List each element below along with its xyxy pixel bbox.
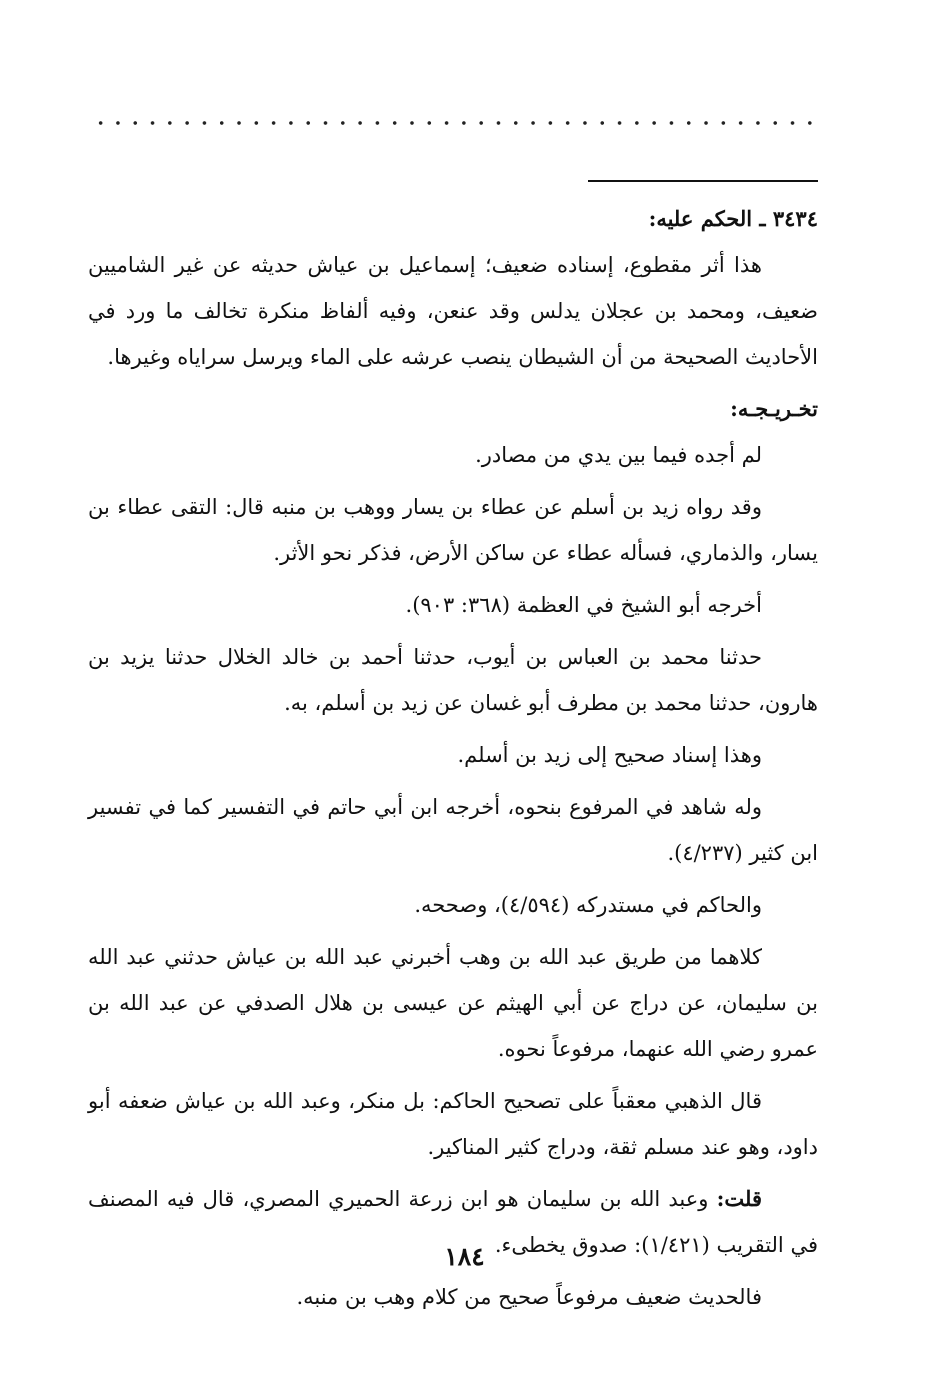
dotted-separator (92, 118, 818, 128)
section-number: ٣٤٣٤ (772, 206, 818, 231)
takhrij-paragraph-1: لم أجده فيما بين يدي من مصادر. (475, 443, 762, 467)
takhrij-paragraph-4: حدثنا محمد بن العباس بن أيوب، حدثنا أحمد بن خالد الخلال حدثنا يزيد بن هارون، حدثنا محمد بن مطرف أبو غسان عن زيد بن أسلم، به. (88, 645, 818, 715)
takhrij-heading: تخـريـجـه: (730, 396, 818, 421)
page-number: ١٨٤ (444, 1242, 485, 1271)
takhrij-paragraph-7: والحاكم في مستدركه (٤/٥٩٤)، وصححه. (414, 893, 762, 917)
footnote-rule (588, 180, 818, 182)
qultu-label: قلت: (716, 1186, 762, 1211)
section-title: الحكم عليه: (648, 206, 753, 231)
takhrij-paragraph-3: أخرجه أبو الشيخ في العظمة (٣٦٨: ٩٠٣). (405, 593, 762, 617)
takhrij-paragraph-8: كلاهما من طريق عبد الله بن وهب أخبرني عبد الله بن عياش حدثني عبد الله بن سليمان، عن دراج عن أبي الهيثم عن عيسى بن هلال الصدفي عن عبد الله بن عمرو رضي الله عنهما، مرفوعاً نحوه. (88, 945, 818, 1061)
takhrij-paragraph-5: وهذا إسناد صحيح إلى زيد بن أسلم. (457, 743, 762, 767)
page-content (88, 196, 818, 1326)
conclusion-paragraph: فالحديث ضعيف مرفوعاً صحيح من كلام وهب بن منبه. (296, 1285, 762, 1309)
takhrij-paragraph-2: وقد رواه زيد بن أسلم عن عطاء بن يسار ووهب بن منبه قال: التقى عطاء بن يسار، والذماري، فسأله عطاء عن ساكن الأرض، فذكر نحو الأثر. (88, 495, 818, 565)
takhrij-paragraph-6: وله شاهد في المرفوع بنحوه، أخرجه ابن أبي حاتم في التفسير كما في تفسير ابن كثير (٤/٢٣٧). (88, 795, 818, 865)
section-heading (88, 196, 818, 242)
ruling-paragraph: هذا أثر مقطوع، إسناده ضعيف؛ إسماعيل بن عياش حديثه عن غير الشاميين ضعيف، ومحمد بن عجلان يدلس وقد عنعن، وفيه ألفاظ منكرة تخالف ما ورد في الأحاديث الصحيحة من أن الشيطان ينصب عرشه على الماء ويرسل سراياه وغيرها. (88, 253, 818, 369)
section-dash: ـ (759, 206, 766, 231)
takhrij-paragraph-9: قال الذهبي معقباً على تصحيح الحاكم: بل منكر، وعبد الله بن عياش ضعفه أبو داود، وهو عند مسلم ثقة، ودراج كثير المناكير. (88, 1089, 818, 1159)
qultu-text: وعبد الله بن سليمان هو ابن زرعة الحميري المصري، قال فيه المصنف في التقريب (١/٤٢١): صدوق يخطىء. (88, 1187, 818, 1257)
